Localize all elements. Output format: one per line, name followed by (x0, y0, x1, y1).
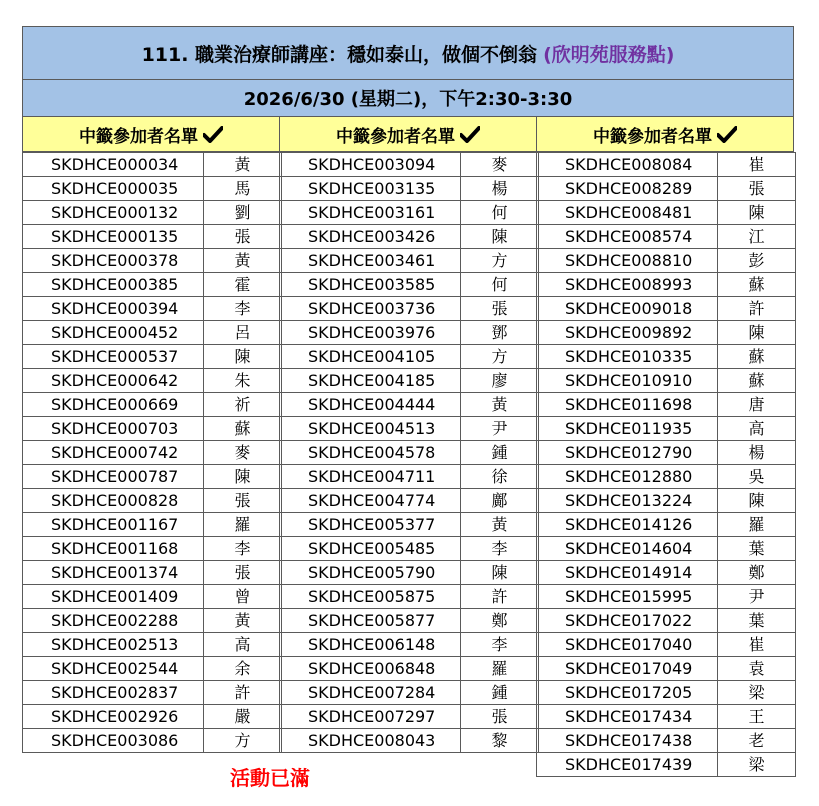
participant-row (23, 345, 282, 369)
participant-surname: 方 (461, 249, 539, 273)
participant-id: SKDHCE003135 (280, 177, 461, 201)
participant-row (23, 417, 282, 441)
participant-surname: 祈 (204, 393, 282, 417)
participant-surname: 張 (461, 297, 539, 321)
participant-surname: 嚴 (204, 705, 282, 729)
participant-surname: 楊 (461, 177, 539, 201)
participant-row (537, 585, 796, 609)
participant-id: SKDHCE002926 (23, 705, 204, 729)
participant-surname: 何 (461, 201, 539, 225)
participant-id: SKDHCE017439 (537, 753, 718, 777)
participant-row (537, 273, 796, 297)
participant-id: SKDHCE003426 (280, 225, 461, 249)
participant-id: SKDHCE005877 (280, 609, 461, 633)
participant-id: SKDHCE017022 (537, 609, 718, 633)
participant-row (280, 393, 539, 417)
participant-row (23, 681, 282, 705)
participant-row (280, 513, 539, 537)
column-header (279, 117, 537, 152)
participant-id: SKDHCE003976 (280, 321, 461, 345)
participant-surname: 高 (204, 633, 282, 657)
participant-surname: 曾 (204, 585, 282, 609)
participant-id: SKDHCE008289 (537, 177, 718, 201)
participant-row (280, 153, 539, 177)
participant-id: SKDHCE014914 (537, 561, 718, 585)
participant-row (280, 705, 539, 729)
participant-surname: 羅 (461, 657, 539, 681)
participant-row (23, 513, 282, 537)
participant-surname: 鍾 (461, 441, 539, 465)
participant-surname: 呂 (204, 321, 282, 345)
participant-table (536, 152, 796, 777)
participant-row (537, 441, 796, 465)
participant-id: SKDHCE000385 (23, 273, 204, 297)
participant-row (537, 489, 796, 513)
participant-row (280, 681, 539, 705)
participant-id: SKDHCE000452 (23, 321, 204, 345)
participant-id: SKDHCE000787 (23, 465, 204, 489)
participant-row (280, 609, 539, 633)
participant-id: SKDHCE017049 (537, 657, 718, 681)
participant-row (280, 297, 539, 321)
participant-row (537, 729, 796, 753)
participant-row (280, 321, 539, 345)
participant-surname: 許 (461, 585, 539, 609)
participant-row (537, 393, 796, 417)
participant-id: SKDHCE004711 (280, 465, 461, 489)
participant-id: SKDHCE012880 (537, 465, 718, 489)
participant-row (537, 321, 796, 345)
participant-surname: 張 (204, 225, 282, 249)
participant-row (280, 273, 539, 297)
participant-row (280, 441, 539, 465)
participant-row (23, 369, 282, 393)
event-full-notice: 活動已滿 (230, 766, 310, 790)
participant-id: SKDHCE004774 (280, 489, 461, 513)
participant-table (279, 152, 539, 753)
participant-surname: 葉 (718, 537, 796, 561)
column-header (22, 117, 280, 152)
participant-id: SKDHCE002837 (23, 681, 204, 705)
participant-surname: 高 (718, 417, 796, 441)
participant-id: SKDHCE000703 (23, 417, 204, 441)
participant-row (280, 729, 539, 753)
participant-id: SKDHCE004578 (280, 441, 461, 465)
participant-id: SKDHCE008993 (537, 273, 718, 297)
participant-id: SKDHCE006148 (280, 633, 461, 657)
participant-row (280, 225, 539, 249)
participant-id: SKDHCE009892 (537, 321, 718, 345)
participant-surname: 葉 (718, 609, 796, 633)
participant-surname: 吳 (718, 465, 796, 489)
participant-row (23, 633, 282, 657)
participant-surname: 羅 (718, 513, 796, 537)
participant-id: SKDHCE013224 (537, 489, 718, 513)
participant-surname: 陳 (461, 561, 539, 585)
participant-row (537, 513, 796, 537)
participant-id: SKDHCE007284 (280, 681, 461, 705)
participant-row (280, 489, 539, 513)
event-date: 2026/6/30 (星期二)，下午2:30-3:30 (243, 89, 573, 110)
participant-row (23, 705, 282, 729)
participant-id: SKDHCE003736 (280, 297, 461, 321)
participant-row (23, 561, 282, 585)
participant-row (280, 561, 539, 585)
participant-surname: 劉 (204, 201, 282, 225)
participant-surname: 楊 (718, 441, 796, 465)
participant-columns (22, 117, 794, 777)
participant-id: SKDHCE004105 (280, 345, 461, 369)
participant-id: SKDHCE002544 (23, 657, 204, 681)
column-header-label: 中籤參加者名單 (593, 126, 712, 147)
participant-surname: 李 (461, 633, 539, 657)
participant-id: SKDHCE000034 (23, 153, 204, 177)
participant-row (537, 297, 796, 321)
participant-row (537, 537, 796, 561)
column-header (536, 117, 794, 152)
participant-surname: 梁 (718, 753, 796, 777)
participant-surname: 蘇 (204, 417, 282, 441)
participant-id: SKDHCE000742 (23, 441, 204, 465)
participant-surname: 李 (204, 297, 282, 321)
participant-id: SKDHCE000828 (23, 489, 204, 513)
participant-id: SKDHCE000642 (23, 369, 204, 393)
participant-row (23, 465, 282, 489)
participant-surname: 方 (204, 729, 282, 753)
participant-id: SKDHCE015995 (537, 585, 718, 609)
participant-id: SKDHCE002513 (23, 633, 204, 657)
participant-id: SKDHCE012790 (537, 441, 718, 465)
participant-row (23, 585, 282, 609)
participant-row (23, 177, 282, 201)
participant-row (280, 585, 539, 609)
participant-row (23, 273, 282, 297)
participant-id: SKDHCE005485 (280, 537, 461, 561)
event-date-bar (22, 80, 794, 117)
participant-id: SKDHCE004185 (280, 369, 461, 393)
participant-id: SKDHCE000135 (23, 225, 204, 249)
participant-row (23, 609, 282, 633)
participant-id: SKDHCE005875 (280, 585, 461, 609)
participant-surname: 李 (461, 537, 539, 561)
participant-id: SKDHCE010335 (537, 345, 718, 369)
participant-surname: 鄺 (461, 489, 539, 513)
participant-surname: 鍾 (461, 681, 539, 705)
participant-id: SKDHCE007297 (280, 705, 461, 729)
participant-surname: 尹 (718, 585, 796, 609)
participant-id: SKDHCE000669 (23, 393, 204, 417)
participant-row (537, 417, 796, 441)
participant-id: SKDHCE001409 (23, 585, 204, 609)
participant-surname: 崔 (718, 153, 796, 177)
participant-row (280, 345, 539, 369)
participant-id: SKDHCE003086 (23, 729, 204, 753)
participant-surname: 陳 (461, 225, 539, 249)
participant-row (280, 249, 539, 273)
participant-row (23, 537, 282, 561)
participant-row (280, 537, 539, 561)
participant-id: SKDHCE002288 (23, 609, 204, 633)
participant-surname: 陳 (718, 321, 796, 345)
participant-id: SKDHCE008084 (537, 153, 718, 177)
participant-surname: 余 (204, 657, 282, 681)
participant-row (280, 465, 539, 489)
participant-surname: 蘇 (718, 345, 796, 369)
participant-row (280, 177, 539, 201)
participant-surname: 朱 (204, 369, 282, 393)
participant-row (23, 393, 282, 417)
participant-surname: 唐 (718, 393, 796, 417)
participant-id: SKDHCE005377 (280, 513, 461, 537)
participant-surname: 鄭 (718, 561, 796, 585)
participant-surname: 張 (204, 489, 282, 513)
participant-surname: 老 (718, 729, 796, 753)
participant-surname: 廖 (461, 369, 539, 393)
check-icon (460, 126, 480, 143)
participant-row (23, 321, 282, 345)
participant-surname: 蘇 (718, 369, 796, 393)
participant-id: SKDHCE001167 (23, 513, 204, 537)
participant-row (23, 153, 282, 177)
participant-surname: 許 (204, 681, 282, 705)
check-icon (717, 126, 737, 143)
participant-id: SKDHCE004513 (280, 417, 461, 441)
participant-id: SKDHCE009018 (537, 297, 718, 321)
participant-surname: 黎 (461, 729, 539, 753)
participant-id: SKDHCE014126 (537, 513, 718, 537)
participant-surname: 麥 (461, 153, 539, 177)
participant-id: SKDHCE014604 (537, 537, 718, 561)
participant-surname: 崔 (718, 633, 796, 657)
participant-row (537, 369, 796, 393)
participant-column-3 (536, 117, 794, 777)
participant-surname: 陳 (204, 345, 282, 369)
participant-id: SKDHCE000537 (23, 345, 204, 369)
participant-row (280, 369, 539, 393)
participant-row (537, 633, 796, 657)
participant-row (23, 297, 282, 321)
participant-id: SKDHCE008810 (537, 249, 718, 273)
participant-surname: 李 (204, 537, 282, 561)
participant-surname: 蘇 (718, 273, 796, 297)
participant-row (23, 249, 282, 273)
participant-row (537, 201, 796, 225)
participant-id: SKDHCE003094 (280, 153, 461, 177)
participant-surname: 羅 (204, 513, 282, 537)
participant-row (537, 249, 796, 273)
column-header-label: 中籤參加者名單 (336, 126, 455, 147)
column-header-label: 中籤參加者名單 (79, 126, 198, 147)
participant-surname: 王 (718, 705, 796, 729)
participant-id: SKDHCE011935 (537, 417, 718, 441)
participant-row (23, 225, 282, 249)
service-branch: (欣明苑服務點) (543, 43, 675, 66)
participant-surname: 張 (718, 177, 796, 201)
participant-surname: 梁 (718, 681, 796, 705)
participant-id: SKDHCE006848 (280, 657, 461, 681)
participant-id: SKDHCE017205 (537, 681, 718, 705)
participant-surname: 黃 (204, 153, 282, 177)
participant-surname: 江 (718, 225, 796, 249)
participant-surname: 陳 (718, 489, 796, 513)
participant-row (23, 657, 282, 681)
participant-row (280, 633, 539, 657)
event-title: 111. 職業治療師講座：穩如泰山，做個不倒翁 (141, 43, 538, 66)
participant-row (537, 177, 796, 201)
participant-surname: 徐 (461, 465, 539, 489)
participant-surname: 黃 (204, 609, 282, 633)
participant-row (23, 489, 282, 513)
participant-row (537, 681, 796, 705)
participant-surname: 黃 (461, 393, 539, 417)
participant-id: SKDHCE008481 (537, 201, 718, 225)
participant-row (537, 153, 796, 177)
participant-surname: 陳 (204, 465, 282, 489)
participant-row (537, 345, 796, 369)
participant-row (23, 729, 282, 753)
check-icon (203, 126, 223, 143)
participant-table (22, 152, 282, 753)
participant-row (280, 417, 539, 441)
participant-row (537, 609, 796, 633)
participant-row (537, 705, 796, 729)
participant-row (537, 753, 796, 777)
participant-surname: 陳 (718, 201, 796, 225)
participant-id: SKDHCE001168 (23, 537, 204, 561)
participant-id: SKDHCE000035 (23, 177, 204, 201)
participant-id: SKDHCE003585 (280, 273, 461, 297)
participant-id: SKDHCE017434 (537, 705, 718, 729)
participant-surname: 黃 (204, 249, 282, 273)
participant-id: SKDHCE017438 (537, 729, 718, 753)
participant-row (280, 657, 539, 681)
participant-surname: 霍 (204, 273, 282, 297)
participant-row (23, 201, 282, 225)
participant-id: SKDHCE008043 (280, 729, 461, 753)
participant-surname: 袁 (718, 657, 796, 681)
participant-sheet (22, 26, 794, 777)
participant-surname: 尹 (461, 417, 539, 441)
participant-surname: 黃 (461, 513, 539, 537)
participant-id: SKDHCE008574 (537, 225, 718, 249)
participant-row (537, 657, 796, 681)
participant-column-2 (279, 117, 537, 753)
participant-id: SKDHCE003461 (280, 249, 461, 273)
participant-surname: 何 (461, 273, 539, 297)
participant-column-1 (22, 117, 280, 753)
participant-surname: 許 (718, 297, 796, 321)
participant-surname: 張 (461, 705, 539, 729)
participant-surname: 彭 (718, 249, 796, 273)
participant-surname: 鄭 (461, 609, 539, 633)
participant-id: SKDHCE011698 (537, 393, 718, 417)
participant-surname: 麥 (204, 441, 282, 465)
participant-id: SKDHCE000394 (23, 297, 204, 321)
participant-id: SKDHCE010910 (537, 369, 718, 393)
participant-surname: 馬 (204, 177, 282, 201)
participant-id: SKDHCE017040 (537, 633, 718, 657)
participant-surname: 鄧 (461, 321, 539, 345)
participant-row (537, 561, 796, 585)
participant-row (537, 225, 796, 249)
participant-surname: 張 (204, 561, 282, 585)
participant-id: SKDHCE000378 (23, 249, 204, 273)
participant-row (280, 201, 539, 225)
participant-id: SKDHCE005790 (280, 561, 461, 585)
participant-id: SKDHCE004444 (280, 393, 461, 417)
participant-id: SKDHCE000132 (23, 201, 204, 225)
participant-row (23, 441, 282, 465)
participant-id: SKDHCE003161 (280, 201, 461, 225)
participant-surname: 方 (461, 345, 539, 369)
participant-id: SKDHCE001374 (23, 561, 204, 585)
participant-row (537, 465, 796, 489)
event-title-bar (22, 26, 794, 80)
